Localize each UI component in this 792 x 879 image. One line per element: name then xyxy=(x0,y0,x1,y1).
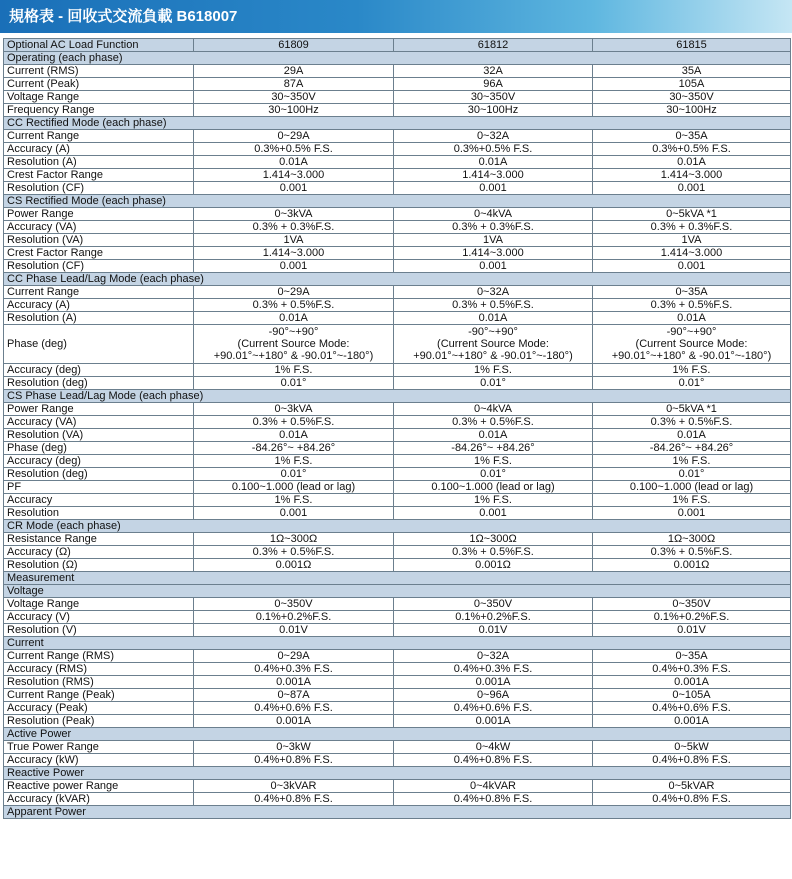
table-row xyxy=(4,78,791,91)
row-label: Resolution (CF) xyxy=(4,182,194,195)
row-label: Voltage Range xyxy=(4,598,194,611)
section-header-row xyxy=(4,52,791,65)
row-label: Resolution (Ω) xyxy=(4,559,194,572)
row-label: Phase (deg) xyxy=(4,325,194,364)
spec-value-cell: 0.01° xyxy=(593,377,791,390)
spec-value-cell: 30~100Hz xyxy=(194,104,394,117)
table-row xyxy=(4,299,791,312)
spec-value-cell: 0.3% + 0.3%F.S. xyxy=(194,221,394,234)
section-header-row xyxy=(4,572,791,585)
section-header-row xyxy=(4,117,791,130)
spec-value-cell: 1% F.S. xyxy=(394,455,593,468)
table-row xyxy=(4,624,791,637)
spec-value-cell: 0.4%+0.8% F.S. xyxy=(593,793,791,806)
row-label: Accuracy (A) xyxy=(4,143,194,156)
spec-value-cell: 0.1%+0.2%F.S. xyxy=(394,611,593,624)
spec-value-cell: 0~5kVA *1 xyxy=(593,208,791,221)
spec-value-cell: 0.01A xyxy=(194,312,394,325)
row-label: Resolution xyxy=(4,507,194,520)
spec-value-cell: 0.3%+0.5% F.S. xyxy=(394,143,593,156)
row-label: Power Range xyxy=(4,403,194,416)
row-label: Accuracy (kW) xyxy=(4,754,194,767)
spec-value-cell: 0.001 xyxy=(394,182,593,195)
row-label: Current Range (RMS) xyxy=(4,650,194,663)
row-label: Accuracy (RMS) xyxy=(4,663,194,676)
spec-value-cell: 0~3kVAR xyxy=(194,780,394,793)
section-header-row xyxy=(4,390,791,403)
spec-value-cell: 1% F.S. xyxy=(394,364,593,377)
spec-value-cell: 30~350V xyxy=(593,91,791,104)
table-row xyxy=(4,377,791,390)
spec-value-cell: -90°~+90° (Current Source Mode: +90.01°~+180° & -90.01°~-180°) xyxy=(394,325,593,364)
section-title: Operating (each phase) xyxy=(4,52,791,65)
spec-value-cell: -90°~+90° (Current Source Mode: +90.01°~+180° & -90.01°~-180°) xyxy=(593,325,791,364)
spec-value-cell: 30~100Hz xyxy=(394,104,593,117)
spec-value-cell: 87A xyxy=(194,78,394,91)
row-label: Current (RMS) xyxy=(4,65,194,78)
table-row xyxy=(4,689,791,702)
table-row xyxy=(4,507,791,520)
spec-value-cell: 0~105A xyxy=(593,689,791,702)
row-label: Resolution (A) xyxy=(4,156,194,169)
section-title: Voltage xyxy=(4,585,791,598)
table-row xyxy=(4,793,791,806)
spec-value-cell: 30~350V xyxy=(394,91,593,104)
spec-value-cell: 0.01A xyxy=(194,429,394,442)
page-title: 規格表 - 回收式交流負載 B618007 xyxy=(0,0,792,33)
row-label: Accuracy (V) xyxy=(4,611,194,624)
table-row xyxy=(4,364,791,377)
spec-value-cell: 32A xyxy=(394,65,593,78)
spec-value-cell: 0.100~1.000 (lead or lag) xyxy=(194,481,394,494)
table-row xyxy=(4,416,791,429)
spec-value-cell: 0~35A xyxy=(593,650,791,663)
table-row xyxy=(4,429,791,442)
table-row xyxy=(4,533,791,546)
spec-value-cell: 1% F.S. xyxy=(593,455,791,468)
spec-value-cell: 1% F.S. xyxy=(194,455,394,468)
spec-value-cell: 0~32A xyxy=(394,650,593,663)
row-label: Resolution (deg) xyxy=(4,468,194,481)
row-label: Resolution (V) xyxy=(4,624,194,637)
spec-value-cell: 0.4%+0.6% F.S. xyxy=(194,702,394,715)
section-header-row xyxy=(4,637,791,650)
spec-value-cell: 0.100~1.000 (lead or lag) xyxy=(593,481,791,494)
spec-value-cell: 1.414~3.000 xyxy=(194,247,394,260)
spec-value-cell: 1.414~3.000 xyxy=(394,247,593,260)
row-label: PF xyxy=(4,481,194,494)
table-row xyxy=(4,715,791,728)
spec-value-cell: 0.001A xyxy=(593,676,791,689)
section-title: Measurement xyxy=(4,572,791,585)
table-row xyxy=(4,65,791,78)
spec-value-cell: 0~350V xyxy=(394,598,593,611)
row-label: Resolution (CF) xyxy=(4,260,194,273)
spec-value-cell: -84.26°~ +84.26° xyxy=(394,442,593,455)
table-row xyxy=(4,546,791,559)
spec-value-cell: 0~32A xyxy=(394,286,593,299)
table-row xyxy=(4,182,791,195)
spec-value-cell: 0.001A xyxy=(194,715,394,728)
table-row xyxy=(4,130,791,143)
row-label: Accuracy (deg) xyxy=(4,455,194,468)
spec-value-cell: 0.01A xyxy=(394,429,593,442)
spec-value-cell: 0.1%+0.2%F.S. xyxy=(194,611,394,624)
row-label: Resolution (RMS) xyxy=(4,676,194,689)
spec-value-cell: 29A xyxy=(194,65,394,78)
table-row xyxy=(4,403,791,416)
model-61815: 61815 xyxy=(593,39,791,52)
spec-value-cell: 0~5kVAR xyxy=(593,780,791,793)
section-title: CS Phase Lead/Lag Mode (each phase) xyxy=(4,390,791,403)
spec-value-cell: 0.4%+0.6% F.S. xyxy=(593,702,791,715)
spec-value-cell: 0.3% + 0.5%F.S. xyxy=(593,546,791,559)
spec-value-cell: 1VA xyxy=(194,234,394,247)
spec-value-cell: 0.001Ω xyxy=(593,559,791,572)
table-row xyxy=(4,143,791,156)
spec-value-cell: 0~29A xyxy=(194,650,394,663)
spec-value-cell: 0.4%+0.8% F.S. xyxy=(194,793,394,806)
spec-value-cell: 0.01° xyxy=(394,377,593,390)
spec-value-cell: 0~96A xyxy=(394,689,593,702)
header-row xyxy=(4,39,791,52)
table-row xyxy=(4,169,791,182)
spec-value-cell: 0.001A xyxy=(394,715,593,728)
section-header-row xyxy=(4,767,791,780)
section-title: CC Rectified Mode (each phase) xyxy=(4,117,791,130)
spec-value-cell: 1.414~3.000 xyxy=(394,169,593,182)
row-label: Accuracy (Ω) xyxy=(4,546,194,559)
spec-value-cell: 0~4kVAR xyxy=(394,780,593,793)
spec-value-cell: 0.001 xyxy=(593,507,791,520)
spec-value-cell: 0.001Ω xyxy=(394,559,593,572)
row-label: Current Range (Peak) xyxy=(4,689,194,702)
spec-value-cell: 0~29A xyxy=(194,286,394,299)
table-row xyxy=(4,221,791,234)
spec-value-cell: 1% F.S. xyxy=(194,494,394,507)
spec-value-cell: 30~350V xyxy=(194,91,394,104)
table-row xyxy=(4,208,791,221)
table-row xyxy=(4,247,791,260)
table-row xyxy=(4,91,791,104)
row-label: Crest Factor Range xyxy=(4,169,194,182)
spec-value-cell: 0.001 xyxy=(593,260,791,273)
spec-value-cell: 0.01A xyxy=(194,156,394,169)
spec-value-cell: 0.3% + 0.5%F.S. xyxy=(194,416,394,429)
table-row xyxy=(4,455,791,468)
spec-value-cell: 0.4%+0.8% F.S. xyxy=(394,754,593,767)
section-title: Active Power xyxy=(4,728,791,741)
spec-value-cell: 0~4kVA xyxy=(394,403,593,416)
row-label: Accuracy (VA) xyxy=(4,416,194,429)
spec-value-cell: 0.001 xyxy=(194,260,394,273)
spec-value-cell: 0.001A xyxy=(394,676,593,689)
table-row xyxy=(4,260,791,273)
table-row xyxy=(4,325,791,364)
spec-value-cell: 1VA xyxy=(394,234,593,247)
spec-value-cell: 0~5kW xyxy=(593,741,791,754)
row-label: Current Range xyxy=(4,130,194,143)
spec-value-cell: 105A xyxy=(593,78,791,91)
row-label: Resolution (VA) xyxy=(4,429,194,442)
spec-value-cell: 1.414~3.000 xyxy=(593,169,791,182)
spec-value-cell: 0.01A xyxy=(394,312,593,325)
spec-value-cell: 0.3% + 0.3%F.S. xyxy=(593,221,791,234)
spec-value-cell: 0.3% + 0.5%F.S. xyxy=(593,416,791,429)
table-row xyxy=(4,312,791,325)
table-row xyxy=(4,702,791,715)
spec-value-cell: 0.4%+0.6% F.S. xyxy=(394,702,593,715)
spec-value-cell: 1% F.S. xyxy=(593,364,791,377)
row-label: Current (Peak) xyxy=(4,78,194,91)
spec-value-cell: 1Ω~300Ω xyxy=(394,533,593,546)
section-title: Apparent Power xyxy=(4,806,791,819)
table-row xyxy=(4,442,791,455)
spec-value-cell: 0.1%+0.2%F.S. xyxy=(593,611,791,624)
spec-value-cell: 0.3% + 0.5%F.S. xyxy=(394,416,593,429)
spec-value-cell: 0.4%+0.3% F.S. xyxy=(394,663,593,676)
spec-value-cell: 0~87A xyxy=(194,689,394,702)
spec-value-cell: 1Ω~300Ω xyxy=(194,533,394,546)
model-61809: 61809 xyxy=(194,39,394,52)
spec-value-cell: 0.4%+0.8% F.S. xyxy=(394,793,593,806)
table-row xyxy=(4,780,791,793)
row-label: Resolution (deg) xyxy=(4,377,194,390)
spec-value-cell: 0~29A xyxy=(194,130,394,143)
spec-value-cell: 0.001 xyxy=(394,507,593,520)
spec-value-cell: 0.001 xyxy=(593,182,791,195)
spec-value-cell: 0.01A xyxy=(593,156,791,169)
table-row xyxy=(4,741,791,754)
spec-value-cell: 0.001 xyxy=(194,507,394,520)
spec-value-cell: 0~32A xyxy=(394,130,593,143)
table-row xyxy=(4,494,791,507)
table-row xyxy=(4,676,791,689)
spec-value-cell: 0~4kW xyxy=(394,741,593,754)
spec-value-cell: 0.001Ω xyxy=(194,559,394,572)
spec-value-cell: 0~3kW xyxy=(194,741,394,754)
header-label: Optional AC Load Function xyxy=(4,39,194,52)
spec-value-cell: 0.001A xyxy=(593,715,791,728)
spec-value-cell: 0.3% + 0.5%F.S. xyxy=(194,299,394,312)
spec-value-cell: 0.001 xyxy=(194,182,394,195)
spec-value-cell: 0~3kVA xyxy=(194,208,394,221)
spec-value-cell: 0.01° xyxy=(394,468,593,481)
table-row xyxy=(4,598,791,611)
row-label: Resolution (VA) xyxy=(4,234,194,247)
spec-value-cell: 35A xyxy=(593,65,791,78)
row-label: Phase (deg) xyxy=(4,442,194,455)
table-row xyxy=(4,611,791,624)
spec-value-cell: 0.01V xyxy=(593,624,791,637)
spec-table xyxy=(3,38,791,819)
spec-value-cell: -90°~+90° (Current Source Mode: +90.01°~+180° & -90.01°~-180°) xyxy=(194,325,394,364)
section-header-row xyxy=(4,273,791,286)
table-row xyxy=(4,663,791,676)
row-label: Resolution (Peak) xyxy=(4,715,194,728)
spec-value-cell: 30~100Hz xyxy=(593,104,791,117)
section-header-row xyxy=(4,728,791,741)
table-row xyxy=(4,559,791,572)
row-label: Accuracy (VA) xyxy=(4,221,194,234)
spec-value-cell: 0.100~1.000 (lead or lag) xyxy=(394,481,593,494)
section-header-row xyxy=(4,195,791,208)
spec-value-cell: 0.001A xyxy=(194,676,394,689)
spec-value-cell: 0.01V xyxy=(394,624,593,637)
spec-value-cell: 0.4%+0.8% F.S. xyxy=(593,754,791,767)
section-title: CC Phase Lead/Lag Mode (each phase) xyxy=(4,273,791,286)
spec-value-cell: 1% F.S. xyxy=(593,494,791,507)
spec-value-cell: 0.01° xyxy=(194,468,394,481)
section-title: Reactive Power xyxy=(4,767,791,780)
spec-value-cell: 0.4%+0.3% F.S. xyxy=(593,663,791,676)
section-title: CS Rectified Mode (each phase) xyxy=(4,195,791,208)
spec-value-cell: 1.414~3.000 xyxy=(194,169,394,182)
spec-value-cell: 0.01A xyxy=(394,156,593,169)
spec-value-cell: 0.01° xyxy=(593,468,791,481)
table-row xyxy=(4,754,791,767)
spec-value-cell: 0.3% + 0.5%F.S. xyxy=(394,299,593,312)
spec-value-cell: 0~35A xyxy=(593,286,791,299)
section-header-row xyxy=(4,585,791,598)
spec-value-cell: 1% F.S. xyxy=(194,364,394,377)
row-label: True Power Range xyxy=(4,741,194,754)
row-label: Accuracy (kVAR) xyxy=(4,793,194,806)
spec-value-cell: 1% F.S. xyxy=(394,494,593,507)
spec-value-cell: 0.3% + 0.3%F.S. xyxy=(394,221,593,234)
spec-value-cell: 96A xyxy=(394,78,593,91)
section-title: Current xyxy=(4,637,791,650)
row-label: Voltage Range xyxy=(4,91,194,104)
table-row xyxy=(4,286,791,299)
row-label: Resistance Range xyxy=(4,533,194,546)
row-label: Current Range xyxy=(4,286,194,299)
row-label: Reactive power Range xyxy=(4,780,194,793)
table-row xyxy=(4,104,791,117)
section-header-row xyxy=(4,520,791,533)
spec-value-cell: 0~350V xyxy=(194,598,394,611)
row-label: Accuracy (Peak) xyxy=(4,702,194,715)
table-row xyxy=(4,650,791,663)
spec-value-cell: -84.26°~ +84.26° xyxy=(593,442,791,455)
spec-value-cell: 0.01° xyxy=(194,377,394,390)
table-row xyxy=(4,234,791,247)
table-row xyxy=(4,481,791,494)
section-title: CR Mode (each phase) xyxy=(4,520,791,533)
spec-value-cell: 0.3% + 0.5%F.S. xyxy=(194,546,394,559)
spec-value-cell: 0.3% + 0.5%F.S. xyxy=(593,299,791,312)
spec-value-cell: 0~4kVA xyxy=(394,208,593,221)
spec-value-cell: 0.3%+0.5% F.S. xyxy=(194,143,394,156)
spec-value-cell: 0.3% + 0.5%F.S. xyxy=(394,546,593,559)
spec-value-cell: 1Ω~300Ω xyxy=(593,533,791,546)
spec-value-cell: 0~350V xyxy=(593,598,791,611)
row-label: Accuracy xyxy=(4,494,194,507)
spec-value-cell: 0.001 xyxy=(394,260,593,273)
spec-value-cell: 0~35A xyxy=(593,130,791,143)
row-label: Accuracy (A) xyxy=(4,299,194,312)
spec-value-cell: 0.01A xyxy=(593,429,791,442)
row-label: Power Range xyxy=(4,208,194,221)
spec-value-cell: 0~3kVA xyxy=(194,403,394,416)
row-label: Accuracy (deg) xyxy=(4,364,194,377)
spec-value-cell: 1VA xyxy=(593,234,791,247)
row-label: Resolution (A) xyxy=(4,312,194,325)
spec-value-cell: 0.01A xyxy=(593,312,791,325)
spec-value-cell: 0~5kVA *1 xyxy=(593,403,791,416)
spec-value-cell: 1.414~3.000 xyxy=(593,247,791,260)
row-label: Frequency Range xyxy=(4,104,194,117)
table-row xyxy=(4,468,791,481)
spec-value-cell: 0.4%+0.8% F.S. xyxy=(194,754,394,767)
spec-value-cell: -84.26°~ +84.26° xyxy=(194,442,394,455)
spec-table-body xyxy=(4,39,791,819)
spec-value-cell: 0.4%+0.3% F.S. xyxy=(194,663,394,676)
model-61812: 61812 xyxy=(394,39,593,52)
row-label: Crest Factor Range xyxy=(4,247,194,260)
section-header-row xyxy=(4,806,791,819)
spec-value-cell: 0.3%+0.5% F.S. xyxy=(593,143,791,156)
spec-value-cell: 0.01V xyxy=(194,624,394,637)
table-row xyxy=(4,156,791,169)
